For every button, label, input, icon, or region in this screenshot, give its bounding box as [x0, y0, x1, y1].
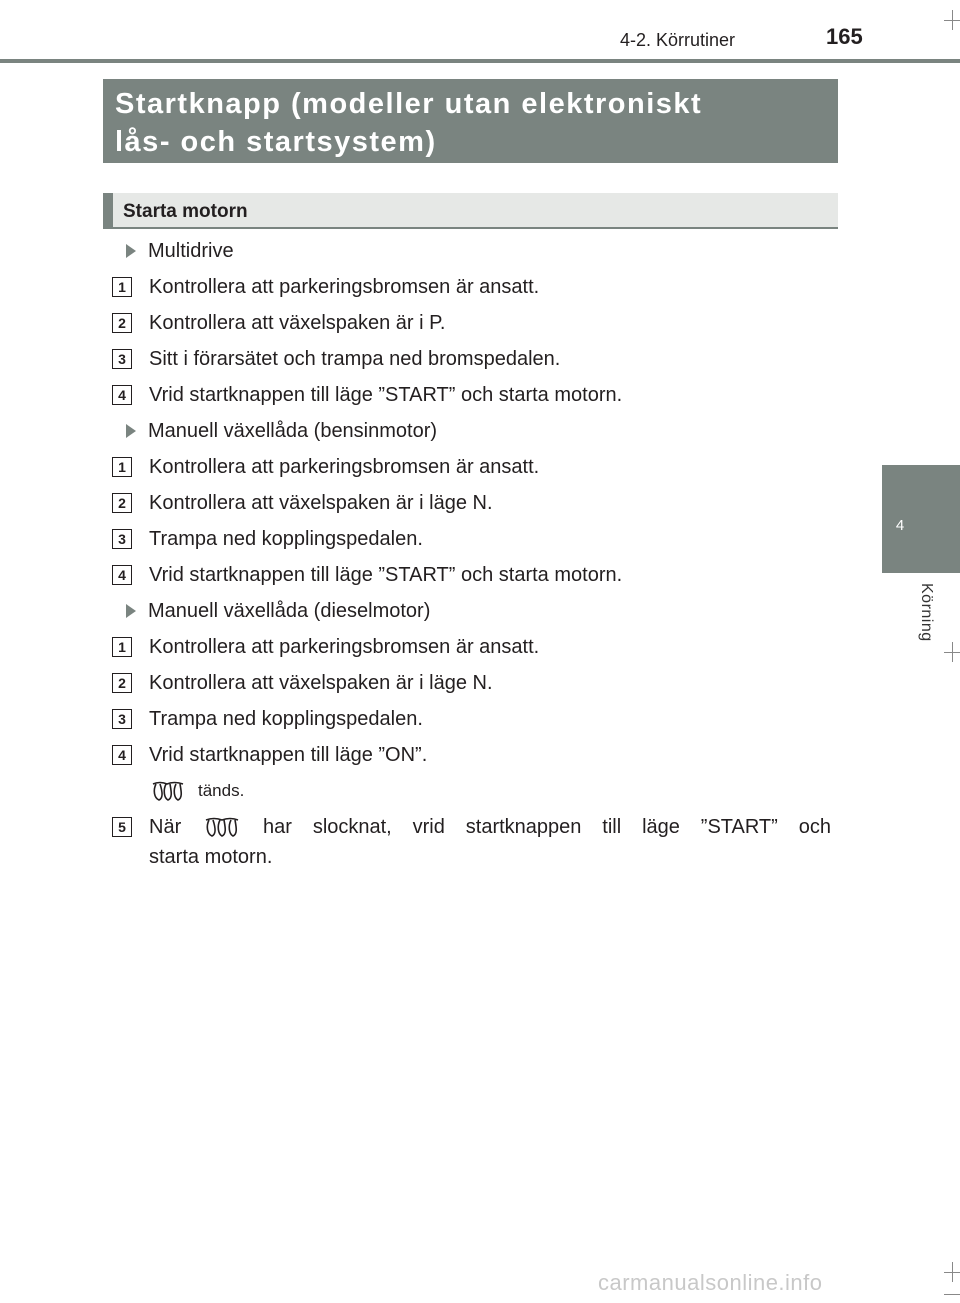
header-rule: [0, 59, 960, 63]
section-title-line-1: Startknapp (modeller utan elektroniskt: [115, 88, 703, 120]
step-5-word: När: [149, 816, 182, 838]
step-number: 4: [112, 385, 132, 405]
group-title: [112, 413, 832, 449]
step-item: [112, 737, 832, 773]
step-item: [112, 629, 832, 665]
step-5-second-line: starta motorn.: [149, 846, 273, 868]
glow-plug-indicator-icon: [202, 816, 242, 838]
step-text: Vrid startknappen till läge ”START” och starta motorn.: [149, 564, 623, 586]
step-5-word: vrid: [412, 816, 445, 838]
step-5-word: läge: [642, 816, 680, 838]
step-text: Kontrollera att växelspaken är i läge N.: [149, 672, 493, 694]
triangle-bullet-icon: [126, 244, 136, 258]
step-text: Trampa ned kopplingspedalen.: [149, 528, 423, 550]
triangle-bullet-icon: [126, 604, 136, 618]
step-number: 1: [112, 277, 132, 297]
step-item: [112, 665, 832, 701]
step-number: 3: [112, 709, 132, 729]
step-number: 1: [112, 457, 132, 477]
step-number: 5: [112, 817, 132, 837]
step-5-word: ”START”: [700, 816, 778, 838]
step-number: 1: [112, 637, 132, 657]
indicator-note-text: tänds.: [198, 781, 245, 800]
chapter-tab[interactable]: [882, 465, 960, 573]
chapter-label: Körning: [918, 583, 935, 642]
section-title-line-2: lås- och startsystem): [115, 126, 437, 158]
subsection-title: Starta motorn: [123, 201, 248, 222]
glow-plug-indicator-icon: [150, 780, 186, 802]
step-item: [112, 701, 832, 737]
step-text: Vrid startknappen till läge ”START” och starta motorn.: [149, 384, 623, 406]
step-item: [112, 269, 832, 305]
step-item: [112, 809, 832, 872]
step-item: [112, 485, 832, 521]
step-item: [112, 557, 832, 593]
step-number: 2: [112, 673, 132, 693]
header-section-title: 4-2. Körrutiner: [620, 30, 736, 50]
step-text: Kontrollera att växelspaken är i P.: [149, 312, 446, 334]
watermark: carmanualsonline.info: [598, 1270, 823, 1295]
step-number: 3: [112, 349, 132, 369]
group-title-text: Multidrive: [148, 240, 234, 262]
group-title-text: Manuell växellåda (bensinmotor): [148, 420, 438, 442]
step-text: Kontrollera att parkeringsbromsen är ansatt.: [149, 276, 540, 298]
step-text: Kontrollera att växelspaken är i läge N.: [149, 492, 493, 514]
step-item: [112, 377, 832, 413]
page-number: 165: [826, 24, 863, 49]
chapter-number: 4: [895, 517, 905, 534]
step-item: [112, 341, 832, 377]
subsection-header: [103, 193, 838, 229]
step-5-word: har: [263, 816, 292, 838]
step-text: Trampa ned kopplingspedalen.: [149, 708, 423, 730]
step-item: [112, 521, 832, 557]
instructions: [112, 233, 832, 872]
step-item: [112, 449, 832, 485]
subsection-accent-bar: [103, 193, 113, 227]
step-5-first-line: [149, 812, 831, 842]
group-title-text: Manuell växellåda (dieselmotor): [148, 600, 431, 622]
step-5-word: startknappen: [465, 816, 582, 838]
step-number: 2: [112, 313, 132, 333]
step-number: 2: [112, 493, 132, 513]
group-title: [112, 593, 832, 629]
step-number: 4: [112, 745, 132, 765]
step-5-word: slocknat,: [312, 816, 392, 838]
group-title: [112, 233, 832, 269]
step-text: Kontrollera att parkeringsbromsen är ansatt.: [149, 456, 540, 478]
step-5-word: och: [798, 816, 831, 838]
step-number: 4: [112, 565, 132, 585]
triangle-bullet-icon: [126, 424, 136, 438]
step-text: Vrid startknappen till läge ”ON”.: [149, 744, 428, 766]
step-text: [149, 809, 831, 872]
indicator-note: [112, 773, 832, 809]
section-title: [103, 79, 838, 163]
step-text: Kontrollera att parkeringsbromsen är ansatt.: [149, 636, 540, 658]
step-item: [112, 305, 832, 341]
step-number: 3: [112, 529, 132, 549]
step-text: Sitt i förarsätet och trampa ned bromspedalen.: [149, 348, 561, 370]
step-5-word: till: [602, 816, 622, 838]
